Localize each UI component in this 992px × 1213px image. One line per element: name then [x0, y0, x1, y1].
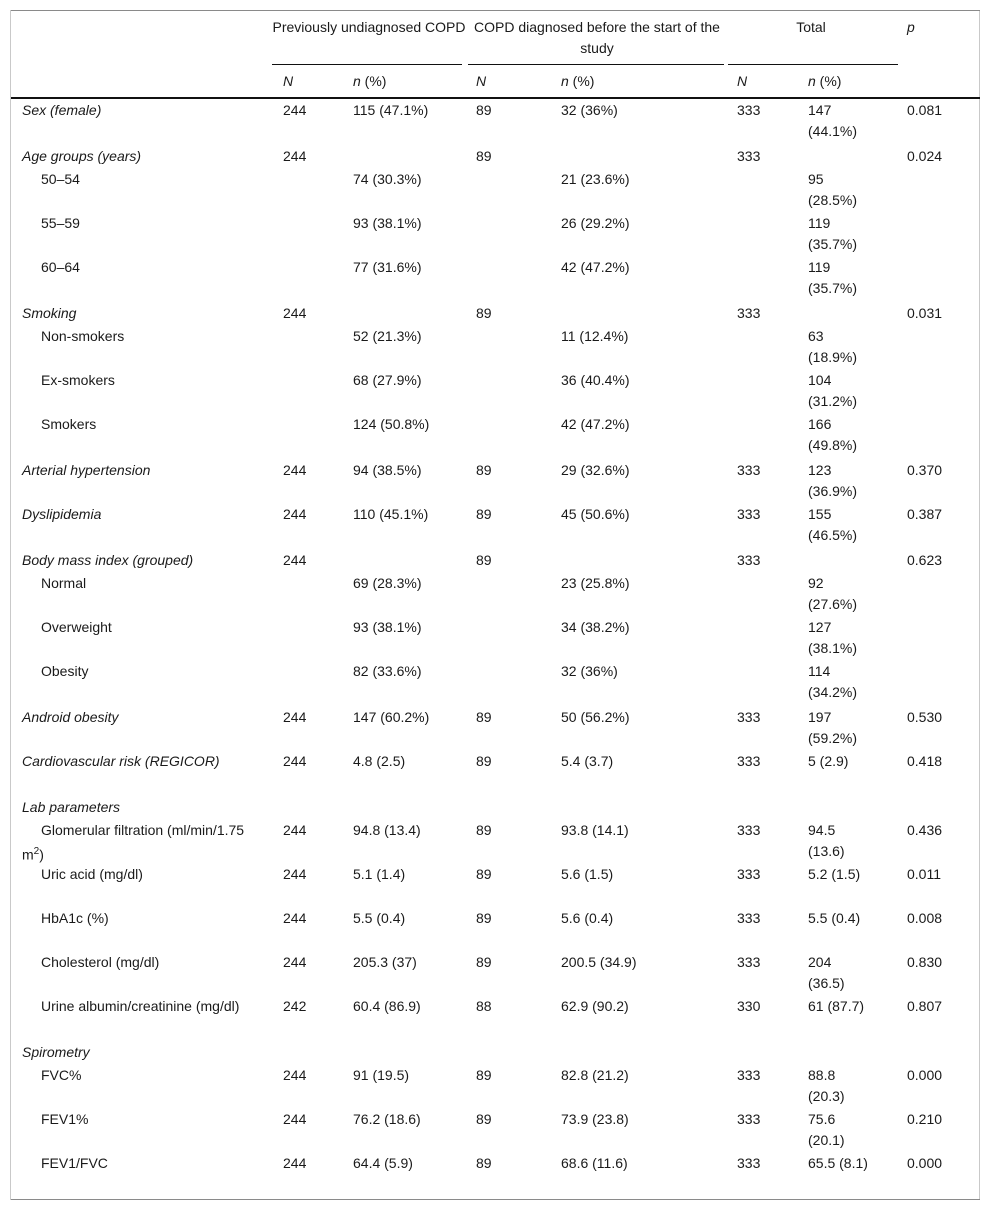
cell-v3: 75.6 (20.1) [808, 1111, 845, 1148]
row-label: Body mass index (grouped) [22, 552, 194, 568]
cell-v2: 32 (36%) [561, 663, 618, 679]
cell-n1: 244 [283, 753, 307, 769]
cell-v2: 50 (56.2%) [561, 709, 630, 725]
cell-v2: 29 (32.6%) [561, 462, 630, 478]
cell-v2: 21 (23.6%) [561, 171, 630, 187]
cell-n1: 244 [283, 305, 307, 321]
cell-n1: 244 [283, 102, 307, 118]
cell-p: 0.530 [907, 709, 943, 725]
cell-n3: 333 [737, 1067, 761, 1083]
cell-v2: 200.5 (34.9) [561, 954, 637, 970]
row-label: Glomerular filtration (ml/min/1.75 $m^2$) [22, 822, 259, 863]
cell-v2: 34 (38.2%) [561, 619, 630, 635]
cell-p: 0.008 [907, 910, 943, 926]
cell-v2: 93.8 (14.1) [561, 822, 629, 838]
cell-n3: 333 [737, 753, 761, 769]
cell-v1: 147 (60.2%) [353, 709, 430, 725]
cell-p: 0.031 [907, 305, 943, 321]
cell-v2: 45 (50.6%) [561, 506, 630, 522]
cell-n3: 333 [737, 462, 761, 478]
cell-n1: 244 [283, 148, 307, 164]
cell-n3: 330 [737, 998, 761, 1014]
cell-v1: 82 (33.6%) [353, 663, 422, 679]
cell-v1: 205.3 (37) [353, 954, 417, 970]
group2-underline [468, 64, 724, 65]
cell-v3: 5 (2.9) [808, 753, 849, 769]
cell-v3: 5.5 (0.4) [808, 910, 861, 926]
cell-v1: 94.8 (13.4) [353, 822, 421, 838]
cell-n3: 333 [737, 552, 761, 568]
cell-v3: 92 (27.6%) [808, 575, 858, 612]
cell-v1: 60.4 (86.9) [353, 998, 421, 1014]
header-n-col3: N [737, 73, 748, 89]
header-pct-suffix: (%) [815, 73, 842, 89]
cell-v1: 93 (38.1%) [353, 215, 422, 231]
cell-v3: 61 (87.7) [808, 998, 865, 1014]
cell-n2: 89 [476, 1067, 492, 1083]
header-n-col2: N [476, 73, 487, 89]
cell-n2: 89 [476, 954, 492, 970]
cell-p: 0.024 [907, 148, 943, 164]
cell-v2: 62.9 (90.2) [561, 998, 629, 1014]
header-group3: Total [796, 19, 826, 35]
header-bottom-rule [11, 97, 980, 99]
cell-n1: 244 [283, 506, 307, 522]
header-pct-n: n [561, 73, 569, 89]
cell-n1: 244 [283, 822, 307, 838]
cell-n1: 244 [283, 552, 307, 568]
row-label: Age groups (years) [22, 148, 142, 164]
cell-v3: 88.8 (20.3) [808, 1067, 845, 1104]
cell-v1: 124 (50.8%) [353, 416, 430, 432]
row-label: Smoking [22, 305, 77, 321]
cell-v3: 119 (35.7%) [808, 215, 858, 252]
row-label: Uric acid (mg/dl) [41, 866, 143, 882]
row-label: Obesity [41, 663, 89, 679]
cell-n2: 89 [476, 910, 492, 926]
row-label: Normal [41, 575, 87, 591]
header-pct-col2 [561, 71, 594, 92]
cell-v1: 94 (38.5%) [353, 462, 422, 478]
cell-v2: 11 (12.4%) [561, 328, 629, 344]
row-label: Urine albumin/creatinine (mg/dl) [41, 998, 240, 1014]
cell-v2: 73.9 (23.8) [561, 1111, 629, 1127]
cell-n2: 89 [476, 753, 492, 769]
cell-v1: 93 (38.1%) [353, 619, 422, 635]
cell-n2: 89 [476, 102, 492, 118]
row-label: 55–59 [41, 215, 80, 231]
header-pct-n: n [808, 73, 816, 89]
cell-v2: 32 (36%) [561, 102, 618, 118]
row-label: Dyslipidemia [22, 506, 102, 522]
cell-v3: 204 (36.5) [808, 954, 845, 991]
header-n-col1: N [283, 73, 294, 89]
row-label: Android obesity [22, 709, 119, 725]
cell-p: 0.830 [907, 954, 943, 970]
cell-n2: 89 [476, 148, 492, 164]
cell-v3: 5.2 (1.5) [808, 866, 861, 882]
cell-v3: 147 (44.1%) [808, 102, 858, 139]
header-pct-n: n [353, 73, 361, 89]
cell-v1: 5.1 (1.4) [353, 866, 406, 882]
cell-n3: 333 [737, 1155, 761, 1171]
row-label: FEV1% [41, 1111, 89, 1127]
row-label: Sex (female) [22, 102, 102, 118]
cell-v2: 82.8 (21.2) [561, 1067, 629, 1083]
row-label: 50–54 [41, 171, 80, 187]
cell-n3: 333 [737, 1111, 761, 1127]
cell-v2: 42 (47.2%) [561, 259, 630, 275]
row-label: HbA1c (%) [41, 910, 109, 926]
cell-n3: 333 [737, 866, 761, 882]
header-pct-suffix: (%) [568, 73, 595, 89]
cell-n1: 242 [283, 998, 307, 1014]
cell-v3: 127 (38.1%) [808, 619, 858, 656]
table-bottom-rule [11, 1199, 980, 1200]
cell-v2: 5.6 (1.5) [561, 866, 614, 882]
cell-n3: 333 [737, 822, 761, 838]
row-label: Non-smokers [41, 328, 125, 344]
cell-n2: 89 [476, 1111, 492, 1127]
cell-n3: 333 [737, 102, 761, 118]
cell-n3: 333 [737, 305, 761, 321]
cell-v1: 64.4 (5.9) [353, 1155, 413, 1171]
header-group1: Previously undiagnosed COPD [272, 19, 466, 35]
header-pct-suffix: (%) [360, 73, 387, 89]
cell-v3: 65.5 (8.1) [808, 1155, 868, 1171]
cell-v2: 42 (47.2%) [561, 416, 630, 432]
cell-n1: 244 [283, 462, 307, 478]
group3-underline [728, 64, 898, 65]
cell-v1: 110 (45.1%) [353, 506, 429, 522]
cell-v2: 68.6 (11.6) [561, 1155, 628, 1171]
cell-n3: 333 [737, 954, 761, 970]
cell-n2: 89 [476, 866, 492, 882]
cell-v2: 36 (40.4%) [561, 372, 630, 388]
cell-p: 0.370 [907, 462, 943, 478]
cell-n2: 89 [476, 552, 492, 568]
row-label: Ex-smokers [41, 372, 115, 388]
cell-n3: 333 [737, 910, 761, 926]
cell-v3: 104 (31.2%) [808, 372, 858, 409]
group1-underline [272, 64, 462, 65]
cell-n1: 244 [283, 1067, 307, 1083]
cell-n3: 333 [737, 709, 761, 725]
cell-n2: 89 [476, 822, 492, 838]
row-label: Arterial hypertension [22, 462, 151, 478]
cell-v1: 5.5 (0.4) [353, 910, 406, 926]
row-label: Cardiovascular risk (REGICOR) [22, 753, 220, 769]
cell-v2: 5.4 (3.7) [561, 753, 614, 769]
cell-n1: 244 [283, 866, 307, 882]
cell-v3: 114 (34.2%) [808, 663, 858, 700]
cell-p: 0.623 [907, 552, 943, 568]
row-label: Overweight [41, 619, 112, 635]
cell-n2: 89 [476, 305, 492, 321]
cell-v3: 63 (18.9%) [808, 328, 858, 365]
table-top-rule [11, 10, 980, 11]
cell-v1: 68 (27.9%) [353, 372, 422, 388]
row-label: Cholesterol (mg/dl) [41, 954, 160, 970]
cell-n1: 244 [283, 709, 307, 725]
cell-n3: 333 [737, 506, 761, 522]
row-label: Spirometry [22, 1044, 90, 1060]
cell-v2: 26 (29.2%) [561, 215, 630, 231]
cell-v1: 52 (21.3%) [353, 328, 422, 344]
cell-p: 0.210 [907, 1111, 943, 1127]
cell-v2: 5.6 (0.4) [561, 910, 614, 926]
row-label: Smokers [41, 416, 97, 432]
cell-v1: 76.2 (18.6) [353, 1111, 421, 1127]
cell-p: 0.000 [907, 1067, 943, 1083]
cell-n2: 89 [476, 1155, 492, 1171]
cell-v1: 74 (30.3%) [353, 171, 422, 187]
cell-p: 0.387 [907, 506, 943, 522]
header-pct-col3 [808, 71, 841, 92]
cell-v3: 155 (46.5%) [808, 506, 858, 543]
cell-v3: 123 (36.9%) [808, 462, 858, 499]
cell-v3: 95 (28.5%) [808, 171, 858, 208]
cell-p: 0.436 [907, 822, 943, 838]
cell-v3: 197 (59.2%) [808, 709, 858, 746]
cell-v2: 23 (25.8%) [561, 575, 630, 591]
row-label: FEV1/FVC [41, 1155, 108, 1171]
cell-n2: 89 [476, 462, 492, 478]
row-label: FVC% [41, 1067, 82, 1083]
cell-v1: 69 (28.3%) [353, 575, 422, 591]
cell-v3: 94.5 (13.6) [808, 822, 845, 859]
header-group2: COPD diagnosed before the start of the study [474, 19, 720, 56]
cell-v3: 166 (49.8%) [808, 416, 858, 453]
row-label: 60–64 [41, 259, 80, 275]
cell-n1: 244 [283, 954, 307, 970]
cell-n2: 89 [476, 709, 492, 725]
cell-p: 0.081 [907, 102, 943, 118]
cell-n3: 333 [737, 148, 761, 164]
cell-p: 0.011 [907, 866, 941, 882]
cell-p: 0.807 [907, 998, 943, 1014]
cell-v1: 77 (31.6%) [353, 259, 422, 275]
cell-v1: 115 (47.1%) [353, 102, 429, 118]
cell-p: 0.000 [907, 1155, 943, 1171]
header-pct-col1 [353, 71, 386, 92]
row-label: Lab parameters [22, 799, 121, 815]
header-p: p [907, 19, 915, 35]
superscript: 2 [33, 846, 40, 857]
cell-n2: 89 [476, 506, 492, 522]
cell-n1: 244 [283, 1111, 307, 1127]
cell-p: 0.418 [907, 753, 943, 769]
cell-v1: 91 (19.5) [353, 1067, 410, 1083]
cell-n1: 244 [283, 1155, 307, 1171]
cell-v3: 119 (35.7%) [808, 259, 858, 296]
cell-v1: 4.8 (2.5) [353, 753, 406, 769]
cell-n2: 88 [476, 998, 492, 1014]
cell-n1: 244 [283, 910, 307, 926]
